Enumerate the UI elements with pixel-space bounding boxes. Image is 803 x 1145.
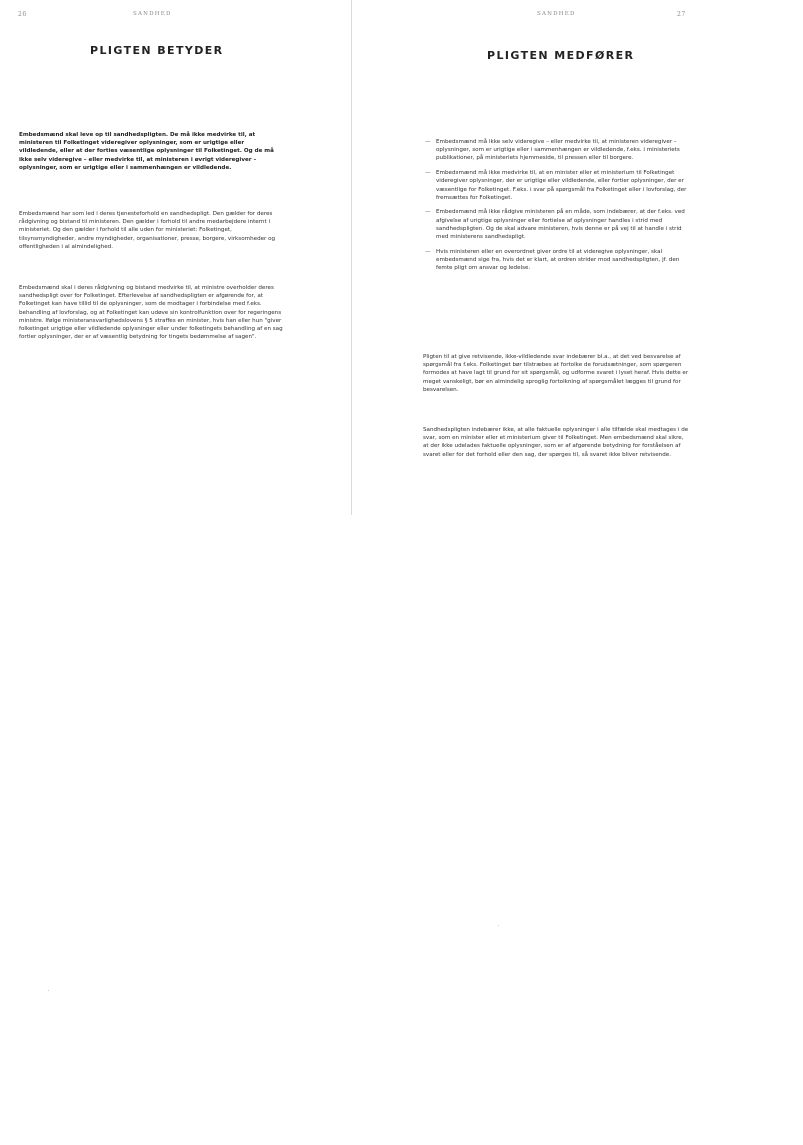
running-head: SANDHED xyxy=(133,11,172,17)
dash-bullet: — xyxy=(425,170,431,177)
list-item: — Embedsmænd må ikke rådgive ministeren på en måde, som indebærer, at der f.eks. ved afgivelse af urigtige oplysninger eller fortielse af oplysninger handles i strid med sandhedspligten. Og de skal advare ministeren, hvis denne er på vej til at handle i strid med ministerens sandhedspligt. xyxy=(425,209,685,241)
page-title: PLIGTEN BETYDER xyxy=(90,44,224,57)
body-paragraph: Embedsmænd har som led i deres tjenesteforhold en sandhedspligt. Den gælder for deres rådgivning og bistand til ministeren. Den gælder i forhold til andre medarbejdere internt i ministeriet. Og den gælder i forhold til alle uden for ministeriet: Folketinget, tilsynsmyndigheder, andre myndigheder, organisationer, presse, borgere, virksomheder og offentligheden i al almindelighed. xyxy=(19,211,276,250)
list-item: — Embedsmænd må ikke medvirke til, at en minister eller et ministerium til Folketinget videregiver oplysninger, der er urigtige eller vildledende, eller fortier oplysninger, der er væsentlige for Folketinget. F.eks. i svar på spørgsmål fra Folketinget eller i lovforslag, der fremsættes for Folketinget. xyxy=(425,170,687,201)
body-paragraph: Sandhedspligten indebærer ikke, at alle faktuelle oplysninger i alle tilfælde skal medtages i de svar, som en minister eller et ministerium giver til Folketinget. Men embedsmænd skal sikre, at der ikke udelades faktuelle oplysninger, som er af afgørende betydning for forståelsen af svaret eller for det forhold eller den sag, der spørges til, så svaret ikke bliver retvisende. xyxy=(423,427,689,458)
lead-paragraph: Embedsmænd skal leve op til sandhedspligten. De må ikke medvirke til, at ministeren til Folketinget videregiver oplysninger, som er urigtige eller vildledende, eller at der forties væsentlige oplysninger til Folketinget. Og de må ikke selv videregive – eller medvirke til, at ministeren i øvrigt videregiver – oplysninger, som er urigtige eller i sammenhængen er vildledende. xyxy=(19,132,274,171)
right-page xyxy=(353,0,803,1145)
page-title: PLIGTEN MEDFØRER xyxy=(487,49,635,62)
left-page xyxy=(0,0,352,1145)
dash-bullet: — xyxy=(425,248,431,255)
body-paragraph: Pligten til at give retvisende, ikke-vildledende svar indebærer bl.a., at det ved besvarelse af spørgsmål fra f.eks. Folketinget bør tilstræbes at fortolke de forudsætninger, som spørgeren formodes at have lagt til grund for sit spørgsmål, og udforme svaret i lyset heraf. Hvis dette er meget vanskeligt, bør en almindelig sproglig fortolkning af spørgsmålet lægges til grund for besvarelsen. xyxy=(423,354,689,393)
scan-speck xyxy=(498,925,499,926)
page-number: 26 xyxy=(18,11,27,18)
page-number: 27 xyxy=(677,11,686,18)
dash-list xyxy=(425,138,693,279)
list-item: — Hvis ministeren eller en overordnet giver ordre til at videregive oplysninger, skal embedsmænd sige fra, hvis det er klart, at ordren strider mod sandhedspligten, jf. den femte pligt om ansvar og ledelse. xyxy=(425,248,680,272)
scan-speck xyxy=(48,990,49,991)
dash-bullet: — xyxy=(425,209,431,216)
list-item: — Embedsmænd må ikke selv videregive – eller medvirke til, at ministeren videregiver – oplysninger, som er urigtige eller i sammenhængen er vildledende, f.eks. i ministeriets publikationer, på ministeriets hjemmeside, til pressen eller til borgere. xyxy=(425,139,680,162)
body-paragraph: Embedsmænd skal i deres rådgivning og bistand medvirke til, at ministre overholder deres sandhedspligt over for Folketinget. Efterlevelse af sandhedspligten er afgørende for, at Folketinget kan have tillid til de oplysninger, som de modtager i forbindelse med f.eks. behandling af lovforslag, og at Folketinget kan udøve sin kontrolfunktion over for regeringens ministre. Ifølge ministeransvarlighedslovens § 5 straffes en minister, hvis han eller hun "giver folketinget urigtige eller vildledende oplysninger eller under folketingets behandling af en sag fortier oplysninger, der er af væsentlig betydning for tingets bedømmelse af sagen". xyxy=(19,285,283,341)
running-head: SANDHED xyxy=(537,11,576,17)
dash-bullet: — xyxy=(425,139,431,145)
